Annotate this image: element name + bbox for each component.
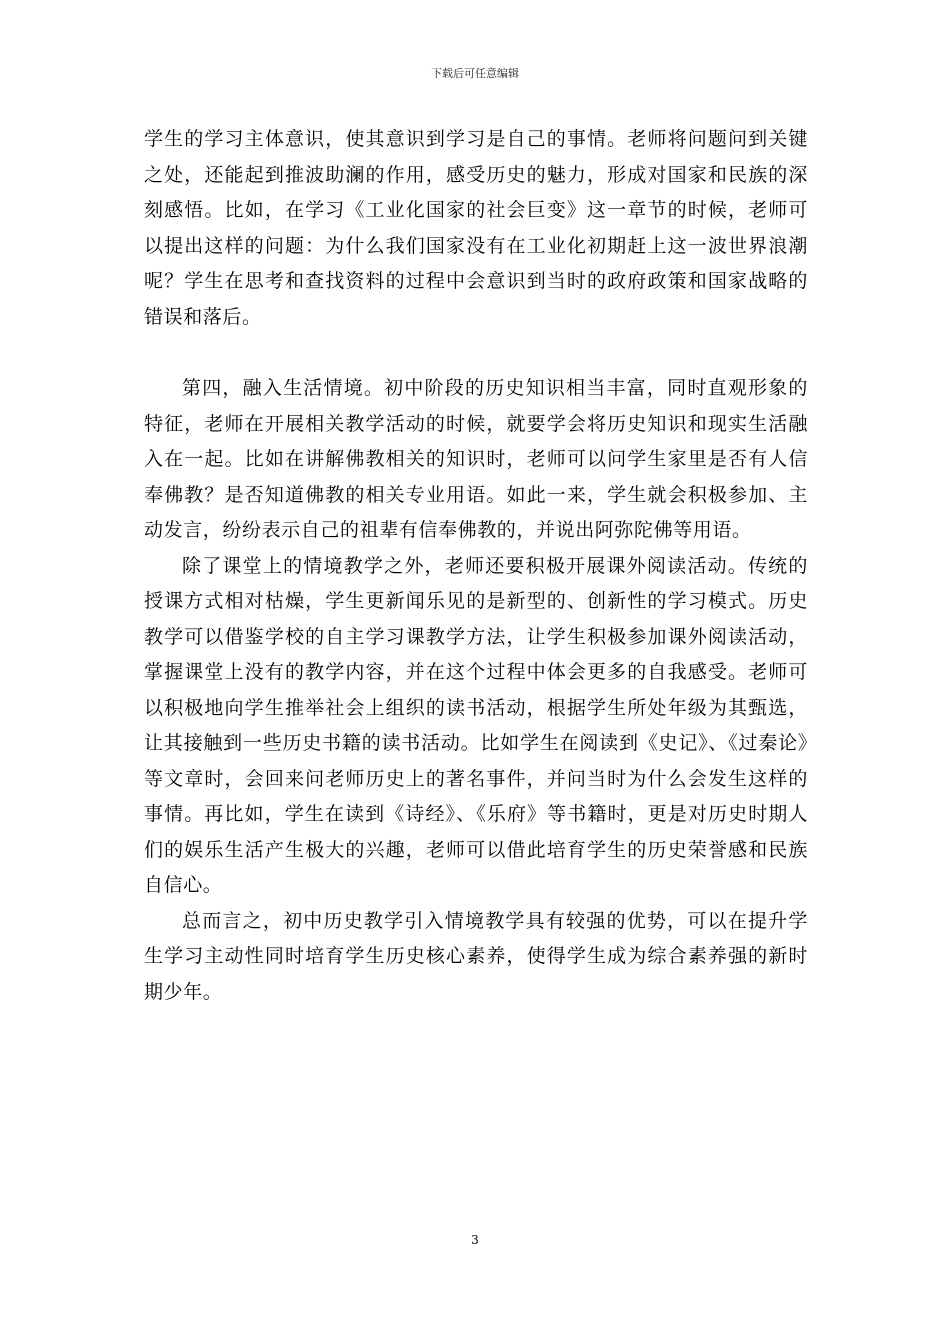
body-paragraph-3: 除了课堂上的情境教学之外，老师还要积极开展课外阅读活动。传统的授课方式相对枯燥，学生更新闻乐见的是新型的、创新性的学习模式。历史教学可以借鉴学校的自主学习课教学方法，让学生积极参加课外阅读活动，掌握课堂上没有的教学内容，并在这个过程中体会更多的自我感受。老师可以积极地向学生推举社会上组织的读书活动，根据学生所处年级为其甄选，让其接触到一些历史书籍的读书活动。比如学生在阅读到《史记》、《过秦论》等文章时，会回来问老师历史上的著名事件，并问当时为什么会发生这样的事情。再比如，学生在读到《诗经》、《乐府》等书籍时，更是对历史时期人们的娱乐生活产生极大的兴趣，老师可以借此培育学生的历史荣誉感和民族自信心。 xyxy=(144,554,808,896)
paragraph-gap xyxy=(144,335,808,371)
body-paragraph-1: 学生的学习主体意识，使其意识到学习是自己的事情。老师将问题问到关键之处，还能起到推波助澜的作用，感受历史的魅力，形成对国家和民族的深刻感悟。比如，在学习《工业化国家的社会巨变》这一章节的时候，老师可以提出这样的问题：为什么我们国家没有在工业化初期赶上这一波世界浪潮呢？学生在思考和查找资料的过程中会意识到当时的政府政策和国家战略的错误和落后。 xyxy=(144,128,808,328)
page-header: 下载后可任意编辑 xyxy=(431,67,519,80)
body-paragraph-2: 第四，融入生活情境。初中阶段的历史知识相当丰富，同时直观形象的特征，老师在开展相关教学活动的时候，就要学会将历史知识和现实生活融入在一起。比如在讲解佛教相关的知识时，老师可以问学生家里是否有人信奉佛教？是否知道佛教的相关专业用语。如此一来，学生就会积极参加、主动发言，纷纷表示自己的祖辈有信奉佛教的，并说出阿弥陀佛等用语。 xyxy=(144,377,808,541)
page-number: 3 xyxy=(471,1233,479,1247)
document-body xyxy=(144,122,808,1010)
body-paragraph-4: 总而言之，初中历史教学引入情境教学具有较强的优势，可以在提升学生学习主动性同时培育学生历史核心素养，使得学生成为综合素养强的新时期少年。 xyxy=(144,909,808,1003)
